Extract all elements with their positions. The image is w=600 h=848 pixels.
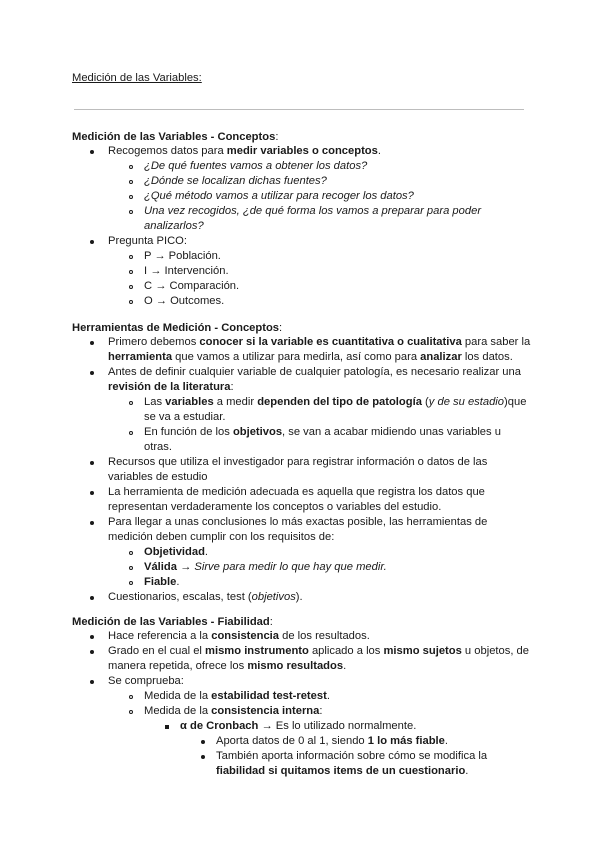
square-bullet-icon (165, 725, 169, 729)
section-heading-conceptos: Medición de las Variables - Conceptos: (72, 131, 279, 143)
list-item: Recogemos datos para medir variables o conceptos. (108, 145, 381, 157)
circle-bullet-icon (129, 165, 133, 169)
list-item: ¿Qué método vamos a utilizar para recoger los datos? (144, 190, 414, 202)
circle-bullet-icon (129, 695, 133, 699)
list-item: O → Outcomes. (144, 295, 225, 307)
list-item-continuation: representan verdaderamente los conceptos o variables del estudio. (108, 501, 442, 513)
list-item-continuation: herramienta que vamos a utilizar para medirla, así como para analizar los datos. (108, 351, 513, 363)
list-item: En función de los objetivos, se van a acabar midiendo unas variables u (144, 426, 501, 438)
list-item-continuation: fiabilidad si quitamos items de un cuestionario. (216, 765, 469, 777)
list-item: Medida de la estabilidad test-retest. (144, 690, 330, 702)
list-item: Para llegar a unas conclusiones lo más exactas posible, las herramientas de (108, 516, 488, 528)
list-item-continuation: variables de estudio (108, 471, 208, 483)
bullet-icon (90, 461, 94, 465)
list-item: Aporta datos de 0 al 1, siendo 1 lo más fiable. (216, 735, 448, 747)
circle-bullet-icon (129, 255, 133, 259)
circle-bullet-icon (129, 581, 133, 585)
list-item: Medida de la consistencia interna: (144, 705, 323, 717)
list-item: Válida → Sirve para medir lo que hay que medir. (144, 561, 387, 573)
bullet-icon (90, 240, 94, 244)
list-item: Antes de definir cualquier variable de cualquier patología, es necesario realizar una (108, 366, 521, 378)
document-title: Medición de las Variables: (72, 72, 202, 84)
list-item-continuation: analizarlos? (144, 220, 204, 232)
bullet-icon (90, 596, 94, 600)
bullet-icon (90, 150, 94, 154)
list-item: ¿Dónde se localizan dichas fuentes? (144, 175, 327, 187)
list-item: C → Comparación. (144, 280, 240, 292)
bullet-icon (90, 371, 94, 375)
list-item: Pregunta PICO: (108, 235, 187, 247)
bullet-icon (90, 635, 94, 639)
bullet-icon (201, 740, 205, 744)
bullet-icon (90, 491, 94, 495)
bullet-icon (90, 680, 94, 684)
list-item-continuation: se va a estudiar. (144, 411, 226, 423)
list-item: I → Intervención. (144, 265, 229, 277)
list-item: Fiable. (144, 576, 180, 588)
list-item: P → Población. (144, 250, 221, 262)
section-heading-herramientas: Herramientas de Medición - Conceptos: (72, 322, 283, 334)
bullet-icon (201, 755, 205, 759)
circle-bullet-icon (129, 180, 133, 184)
bullet-icon (90, 521, 94, 525)
circle-bullet-icon (129, 285, 133, 289)
circle-bullet-icon (129, 210, 133, 214)
circle-bullet-icon (129, 300, 133, 304)
horizontal-rule (74, 109, 524, 110)
bullet-icon (90, 341, 94, 345)
list-item: Cuestionarios, escalas, test (objetivos). (108, 591, 303, 603)
list-item: La herramienta de medición adecuada es aquella que registra los datos que (108, 486, 485, 498)
list-item: Recursos que utiliza el investigador para registrar información o datos de las (108, 456, 488, 468)
list-item-continuation: medición deben cumplir con los requisitos de: (108, 531, 335, 543)
list-item: Grado en el cual el mismo instrumento aplicado a los mismo sujetos u objetos, de (108, 645, 530, 657)
circle-bullet-icon (129, 195, 133, 199)
list-item: Las variables a medir dependen del tipo de patología (y de su estadio)que (144, 396, 527, 408)
list-item: α de Cronbach → Es lo utilizado normalmente. (180, 720, 417, 732)
list-item-continuation: manera repetida, ofrece los mismo resultados. (108, 660, 347, 672)
list-item: Se comprueba: (108, 675, 184, 687)
list-item-continuation: revisión de la literatura: (108, 381, 234, 393)
circle-bullet-icon (129, 710, 133, 714)
list-item-continuation: otras. (144, 441, 172, 453)
list-item: Objetividad. (144, 546, 209, 558)
circle-bullet-icon (129, 270, 133, 274)
circle-bullet-icon (129, 431, 133, 435)
list-item: También aporta información sobre cómo se modifica la (216, 750, 488, 762)
list-item: Una vez recogidos, ¿de qué forma los vamos a preparar para poder (144, 205, 482, 217)
list-item: Primero debemos conocer si la variable es cuantitativa o cualitativa para saber la (108, 336, 531, 348)
circle-bullet-icon (129, 551, 133, 555)
section-heading-fiabilidad: Medición de las Variables - Fiabilidad: (72, 616, 273, 628)
circle-bullet-icon (129, 566, 133, 570)
bullet-icon (90, 650, 94, 654)
list-item: Hace referencia a la consistencia de los resultados. (108, 630, 370, 642)
circle-bullet-icon (129, 401, 133, 405)
list-item: ¿De qué fuentes vamos a obtener los datos? (144, 160, 368, 172)
